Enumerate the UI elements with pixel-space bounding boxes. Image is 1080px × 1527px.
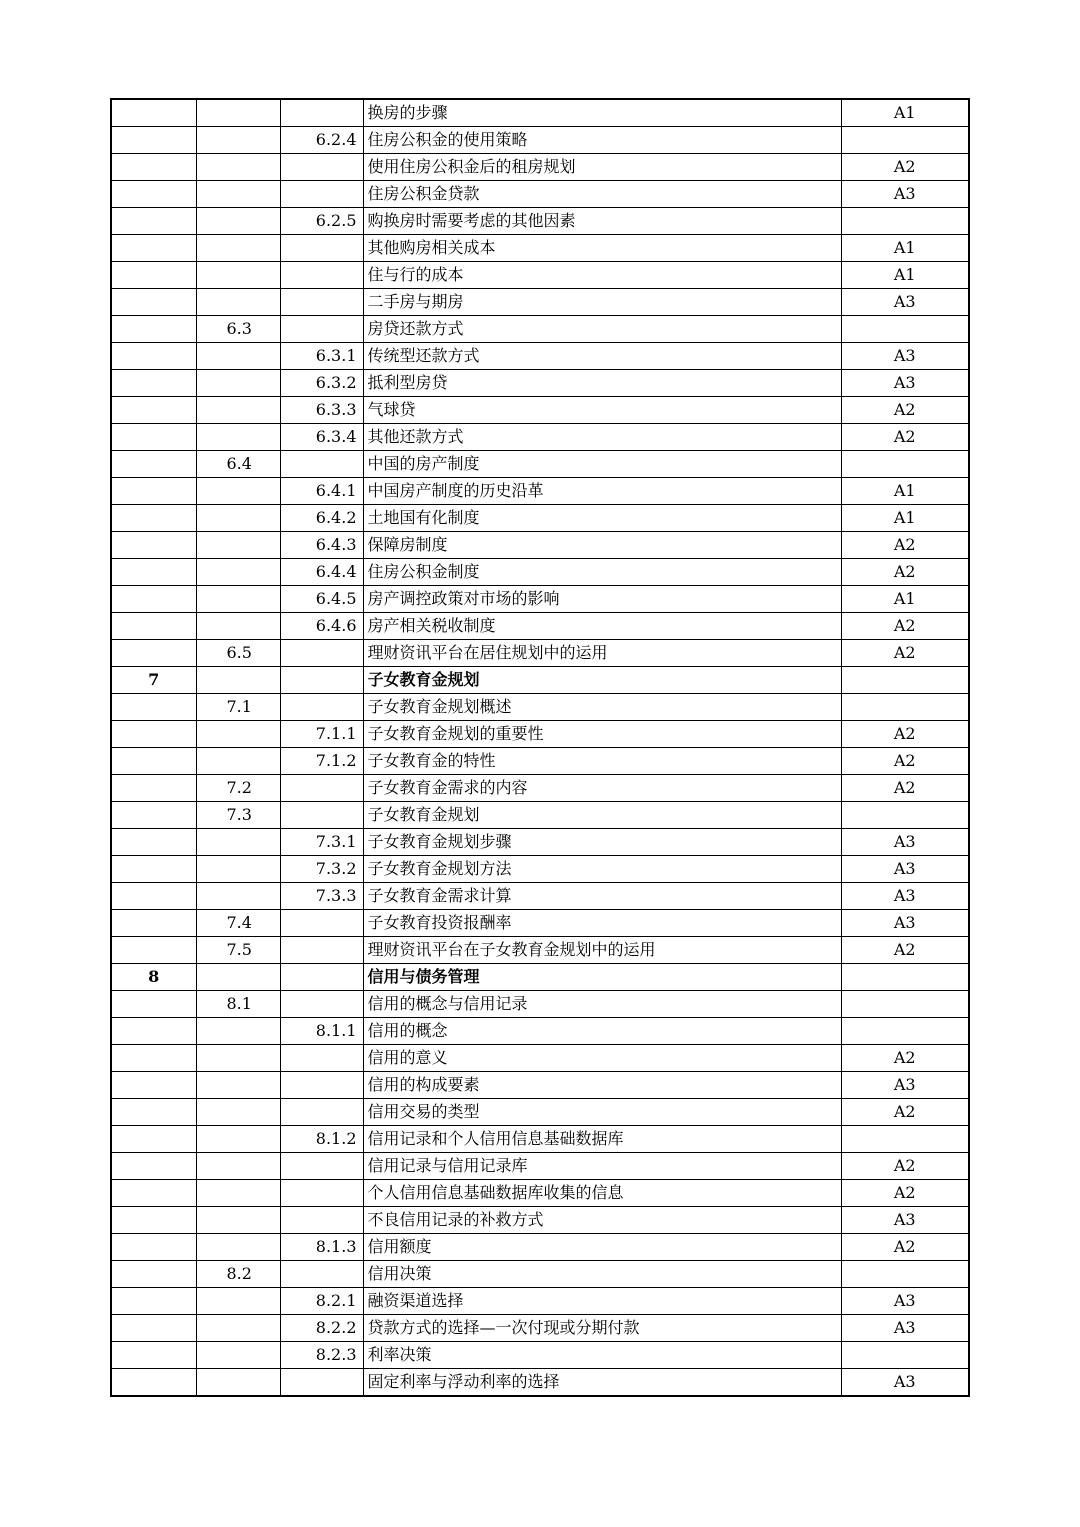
topic-title-cell: 子女教育金规划 (363, 667, 841, 694)
subsection-number-cell: 6.4.4 (280, 559, 363, 586)
topic-title-cell: 子女教育金规划方法 (363, 856, 841, 883)
subsection-number-cell: 6.4.5 (280, 586, 363, 613)
syllabus-table-body (111, 99, 969, 1396)
topic-title-cell: 子女教育金需求的内容 (363, 775, 841, 802)
level-code-cell: A2 (841, 937, 969, 964)
chapter-number-cell (111, 991, 196, 1018)
level-code-cell: A2 (841, 1099, 969, 1126)
section-number-cell (196, 262, 280, 289)
section-number-cell (196, 1207, 280, 1234)
subsection-number-cell (280, 289, 363, 316)
table-row (111, 505, 969, 532)
level-code-cell: A2 (841, 640, 969, 667)
table-row (111, 667, 969, 694)
topic-title-cell: 房产调控政策对市场的影响 (363, 586, 841, 613)
subsection-number-cell: 7.1.2 (280, 748, 363, 775)
level-code-cell: A2 (841, 397, 969, 424)
section-number-cell (196, 964, 280, 991)
section-number-cell (196, 613, 280, 640)
level-code-cell: A2 (841, 1234, 969, 1261)
table-row (111, 910, 969, 937)
level-code-cell: A1 (841, 99, 969, 127)
table-row (111, 829, 969, 856)
chapter-number-cell (111, 1207, 196, 1234)
chapter-number-cell (111, 829, 196, 856)
topic-title-cell: 信用的构成要素 (363, 1072, 841, 1099)
subsection-number-cell: 8.1.3 (280, 1234, 363, 1261)
chapter-number-cell (111, 505, 196, 532)
section-number-cell (196, 208, 280, 235)
section-number-cell (196, 559, 280, 586)
chapter-number-cell (111, 181, 196, 208)
table-row (111, 1072, 969, 1099)
table-row (111, 613, 969, 640)
chapter-number-cell (111, 1018, 196, 1045)
subsection-number-cell (280, 937, 363, 964)
chapter-number-cell (111, 208, 196, 235)
section-number-cell (196, 424, 280, 451)
level-code-cell: A2 (841, 775, 969, 802)
level-code-cell (841, 451, 969, 478)
subsection-number-cell (280, 316, 363, 343)
subsection-number-cell (280, 1045, 363, 1072)
section-number-cell (196, 748, 280, 775)
topic-title-cell: 子女教育金规划的重要性 (363, 721, 841, 748)
section-number-cell (196, 1099, 280, 1126)
subsection-number-cell (280, 235, 363, 262)
topic-title-cell: 个人信用信息基础数据库收集的信息 (363, 1180, 841, 1207)
level-code-cell (841, 1126, 969, 1153)
topic-title-cell: 其他还款方式 (363, 424, 841, 451)
table-row (111, 370, 969, 397)
table-row (111, 586, 969, 613)
chapter-number-cell (111, 721, 196, 748)
section-number-cell: 7.4 (196, 910, 280, 937)
chapter-number-cell (111, 99, 196, 127)
chapter-number-cell (111, 289, 196, 316)
chapter-number-cell (111, 127, 196, 154)
subsection-number-cell: 6.4.2 (280, 505, 363, 532)
section-number-cell (196, 370, 280, 397)
subsection-number-cell (280, 1099, 363, 1126)
chapter-number-cell (111, 1045, 196, 1072)
chapter-number-cell (111, 478, 196, 505)
chapter-number-cell (111, 316, 196, 343)
chapter-number-cell (111, 775, 196, 802)
subsection-number-cell (280, 1207, 363, 1234)
level-code-cell: A2 (841, 424, 969, 451)
topic-title-cell: 中国的房产制度 (363, 451, 841, 478)
table-row (111, 1099, 969, 1126)
chapter-number-cell: 7 (111, 667, 196, 694)
level-code-cell: A3 (841, 1369, 969, 1397)
topic-title-cell: 使用住房公积金后的租房规划 (363, 154, 841, 181)
topic-title-cell: 信用记录与信用记录库 (363, 1153, 841, 1180)
level-code-cell: A2 (841, 613, 969, 640)
chapter-number-cell (111, 748, 196, 775)
topic-title-cell: 信用记录和个人信用信息基础数据库 (363, 1126, 841, 1153)
table-row (111, 559, 969, 586)
subsection-number-cell (280, 1261, 363, 1288)
table-row (111, 1315, 969, 1342)
subsection-number-cell: 6.2.5 (280, 208, 363, 235)
chapter-number-cell (111, 343, 196, 370)
section-number-cell (196, 343, 280, 370)
level-code-cell: A3 (841, 370, 969, 397)
subsection-number-cell (280, 802, 363, 829)
chapter-number-cell (111, 262, 196, 289)
table-row (111, 775, 969, 802)
level-code-cell: A3 (841, 856, 969, 883)
chapter-number-cell (111, 397, 196, 424)
level-code-cell (841, 316, 969, 343)
level-code-cell: A2 (841, 154, 969, 181)
subsection-number-cell: 6.3.1 (280, 343, 363, 370)
table-row (111, 208, 969, 235)
topic-title-cell: 理财资讯平台在子女教育金规划中的运用 (363, 937, 841, 964)
subsection-number-cell: 7.3.2 (280, 856, 363, 883)
section-number-cell (196, 1180, 280, 1207)
subsection-number-cell (280, 910, 363, 937)
level-code-cell: A2 (841, 721, 969, 748)
level-code-cell: A2 (841, 532, 969, 559)
table-row (111, 1207, 969, 1234)
subsection-number-cell: 6.4.6 (280, 613, 363, 640)
chapter-number-cell (111, 1180, 196, 1207)
table-row (111, 991, 969, 1018)
section-number-cell (196, 1045, 280, 1072)
topic-title-cell: 住与行的成本 (363, 262, 841, 289)
chapter-number-cell (111, 559, 196, 586)
subsection-number-cell (280, 1180, 363, 1207)
level-code-cell: A2 (841, 1045, 969, 1072)
table-row (111, 289, 969, 316)
chapter-number-cell (111, 694, 196, 721)
chapter-number-cell (111, 910, 196, 937)
section-number-cell (196, 1072, 280, 1099)
topic-title-cell: 住房公积金的使用策略 (363, 127, 841, 154)
chapter-number-cell (111, 1315, 196, 1342)
topic-title-cell: 传统型还款方式 (363, 343, 841, 370)
section-number-cell (196, 181, 280, 208)
table-row (111, 154, 969, 181)
table-row (111, 883, 969, 910)
section-number-cell: 7.5 (196, 937, 280, 964)
level-code-cell: A3 (841, 289, 969, 316)
table-row (111, 802, 969, 829)
level-code-cell (841, 991, 969, 1018)
topic-title-cell: 子女教育金需求计算 (363, 883, 841, 910)
subsection-number-cell: 8.1.1 (280, 1018, 363, 1045)
topic-title-cell: 利率决策 (363, 1342, 841, 1369)
section-number-cell (196, 99, 280, 127)
topic-title-cell: 贷款方式的选择—一次付现或分期付款 (363, 1315, 841, 1342)
level-code-cell: A1 (841, 505, 969, 532)
level-code-cell: A3 (841, 1288, 969, 1315)
level-code-cell: A3 (841, 181, 969, 208)
section-number-cell (196, 856, 280, 883)
subsection-number-cell (280, 1153, 363, 1180)
subsection-number-cell (280, 640, 363, 667)
topic-title-cell: 子女教育投资报酬率 (363, 910, 841, 937)
chapter-number-cell (111, 1234, 196, 1261)
section-number-cell: 7.3 (196, 802, 280, 829)
subsection-number-cell: 7.3.1 (280, 829, 363, 856)
subsection-number-cell (280, 99, 363, 127)
chapter-number-cell: 8 (111, 964, 196, 991)
subsection-number-cell (280, 964, 363, 991)
section-number-cell (196, 154, 280, 181)
table-row (111, 181, 969, 208)
level-code-cell (841, 1018, 969, 1045)
topic-title-cell: 不良信用记录的补救方式 (363, 1207, 841, 1234)
table-row (111, 343, 969, 370)
topic-title-cell: 气球贷 (363, 397, 841, 424)
chapter-number-cell (111, 1261, 196, 1288)
level-code-cell (841, 802, 969, 829)
table-row (111, 532, 969, 559)
table-row (111, 127, 969, 154)
level-code-cell: A1 (841, 235, 969, 262)
section-number-cell: 6.4 (196, 451, 280, 478)
topic-title-cell: 子女教育金规划步骤 (363, 829, 841, 856)
chapter-number-cell (111, 883, 196, 910)
level-code-cell: A2 (841, 559, 969, 586)
section-number-cell (196, 883, 280, 910)
chapter-number-cell (111, 1126, 196, 1153)
topic-title-cell: 信用与债务管理 (363, 964, 841, 991)
table-row (111, 1369, 969, 1397)
subsection-number-cell: 7.3.3 (280, 883, 363, 910)
section-number-cell: 7.1 (196, 694, 280, 721)
topic-title-cell: 子女教育金的特性 (363, 748, 841, 775)
topic-title-cell: 二手房与期房 (363, 289, 841, 316)
topic-title-cell: 信用额度 (363, 1234, 841, 1261)
topic-title-cell: 子女教育金规划 (363, 802, 841, 829)
subsection-number-cell: 8.2.1 (280, 1288, 363, 1315)
table-row (111, 1288, 969, 1315)
table-row (111, 262, 969, 289)
section-number-cell (196, 289, 280, 316)
topic-title-cell: 住房公积金贷款 (363, 181, 841, 208)
chapter-number-cell (111, 802, 196, 829)
level-code-cell: A1 (841, 586, 969, 613)
section-number-cell (196, 721, 280, 748)
topic-title-cell: 信用决策 (363, 1261, 841, 1288)
section-number-cell (196, 478, 280, 505)
chapter-number-cell (111, 235, 196, 262)
subsection-number-cell (280, 154, 363, 181)
level-code-cell: A2 (841, 748, 969, 775)
chapter-number-cell (111, 937, 196, 964)
subsection-number-cell: 6.3.3 (280, 397, 363, 424)
topic-title-cell: 信用的概念与信用记录 (363, 991, 841, 1018)
table-row (111, 1234, 969, 1261)
level-code-cell: A3 (841, 829, 969, 856)
level-code-cell (841, 208, 969, 235)
chapter-number-cell (111, 613, 196, 640)
table-row (111, 721, 969, 748)
subsection-number-cell (280, 1072, 363, 1099)
table-row (111, 964, 969, 991)
table-row (111, 694, 969, 721)
table-row (111, 397, 969, 424)
section-number-cell (196, 586, 280, 613)
topic-title-cell: 购换房时需要考虑的其他因素 (363, 208, 841, 235)
section-number-cell (196, 829, 280, 856)
table-row (111, 1261, 969, 1288)
subsection-number-cell: 8.2.3 (280, 1342, 363, 1369)
section-number-cell (196, 1369, 280, 1397)
syllabus-table (110, 98, 970, 1397)
topic-title-cell: 住房公积金制度 (363, 559, 841, 586)
chapter-number-cell (111, 1288, 196, 1315)
subsection-number-cell: 6.3.2 (280, 370, 363, 397)
section-number-cell: 8.1 (196, 991, 280, 1018)
table-row (111, 640, 969, 667)
section-number-cell: 7.2 (196, 775, 280, 802)
level-code-cell (841, 694, 969, 721)
table-row (111, 424, 969, 451)
topic-title-cell: 信用的意义 (363, 1045, 841, 1072)
table-row (111, 1180, 969, 1207)
table-row (111, 856, 969, 883)
level-code-cell: A2 (841, 1153, 969, 1180)
level-code-cell: A1 (841, 478, 969, 505)
table-row (111, 478, 969, 505)
section-number-cell (196, 1234, 280, 1261)
subsection-number-cell (280, 1369, 363, 1397)
subsection-number-cell: 6.3.4 (280, 424, 363, 451)
subsection-number-cell: 6.4.1 (280, 478, 363, 505)
section-number-cell (196, 505, 280, 532)
table-row (111, 235, 969, 262)
topic-title-cell: 理财资讯平台在居住规划中的运用 (363, 640, 841, 667)
table-row (111, 451, 969, 478)
topic-title-cell: 信用交易的类型 (363, 1099, 841, 1126)
chapter-number-cell (111, 1072, 196, 1099)
topic-title-cell: 其他购房相关成本 (363, 235, 841, 262)
subsection-number-cell: 6.2.4 (280, 127, 363, 154)
section-number-cell: 6.3 (196, 316, 280, 343)
topic-title-cell: 土地国有化制度 (363, 505, 841, 532)
topic-title-cell: 融资渠道选择 (363, 1288, 841, 1315)
level-code-cell: A3 (841, 1072, 969, 1099)
subsection-number-cell (280, 262, 363, 289)
table-row (111, 937, 969, 964)
topic-title-cell: 子女教育金规划概述 (363, 694, 841, 721)
subsection-number-cell (280, 451, 363, 478)
chapter-number-cell (111, 424, 196, 451)
table-row (111, 316, 969, 343)
chapter-number-cell (111, 451, 196, 478)
subsection-number-cell (280, 181, 363, 208)
section-number-cell: 8.2 (196, 1261, 280, 1288)
subsection-number-cell: 6.4.3 (280, 532, 363, 559)
level-code-cell: A3 (841, 343, 969, 370)
chapter-number-cell (111, 1342, 196, 1369)
chapter-number-cell (111, 856, 196, 883)
level-code-cell (841, 1261, 969, 1288)
section-number-cell (196, 235, 280, 262)
section-number-cell (196, 1018, 280, 1045)
subsection-number-cell (280, 667, 363, 694)
section-number-cell (196, 1288, 280, 1315)
chapter-number-cell (111, 586, 196, 613)
subsection-number-cell (280, 991, 363, 1018)
section-number-cell (196, 532, 280, 559)
section-number-cell (196, 1342, 280, 1369)
subsection-number-cell: 8.1.2 (280, 1126, 363, 1153)
chapter-number-cell (111, 370, 196, 397)
section-number-cell (196, 127, 280, 154)
level-code-cell: A1 (841, 262, 969, 289)
chapter-number-cell (111, 1369, 196, 1397)
section-number-cell (196, 397, 280, 424)
level-code-cell: A3 (841, 1315, 969, 1342)
level-code-cell (841, 667, 969, 694)
subsection-number-cell: 7.1.1 (280, 721, 363, 748)
level-code-cell: A3 (841, 910, 969, 937)
section-number-cell (196, 667, 280, 694)
topic-title-cell: 房产相关税收制度 (363, 613, 841, 640)
section-number-cell (196, 1126, 280, 1153)
table-row (111, 1126, 969, 1153)
section-number-cell: 6.5 (196, 640, 280, 667)
table-row (111, 1045, 969, 1072)
subsection-number-cell: 8.2.2 (280, 1315, 363, 1342)
section-number-cell (196, 1153, 280, 1180)
level-code-cell: A3 (841, 883, 969, 910)
section-number-cell (196, 1315, 280, 1342)
table-row (111, 748, 969, 775)
topic-title-cell: 固定利率与浮动利率的选择 (363, 1369, 841, 1397)
topic-title-cell: 中国房产制度的历史沿革 (363, 478, 841, 505)
table-row (111, 1342, 969, 1369)
level-code-cell: A2 (841, 1180, 969, 1207)
level-code-cell (841, 127, 969, 154)
table-row (111, 99, 969, 127)
topic-title-cell: 换房的步骤 (363, 99, 841, 127)
chapter-number-cell (111, 640, 196, 667)
level-code-cell: A3 (841, 1207, 969, 1234)
table-row (111, 1018, 969, 1045)
level-code-cell (841, 964, 969, 991)
table-row (111, 1153, 969, 1180)
chapter-number-cell (111, 1153, 196, 1180)
topic-title-cell: 房贷还款方式 (363, 316, 841, 343)
level-code-cell (841, 1342, 969, 1369)
topic-title-cell: 信用的概念 (363, 1018, 841, 1045)
chapter-number-cell (111, 532, 196, 559)
topic-title-cell: 保障房制度 (363, 532, 841, 559)
chapter-number-cell (111, 154, 196, 181)
chapter-number-cell (111, 1099, 196, 1126)
topic-title-cell: 抵利型房贷 (363, 370, 841, 397)
subsection-number-cell (280, 694, 363, 721)
subsection-number-cell (280, 775, 363, 802)
